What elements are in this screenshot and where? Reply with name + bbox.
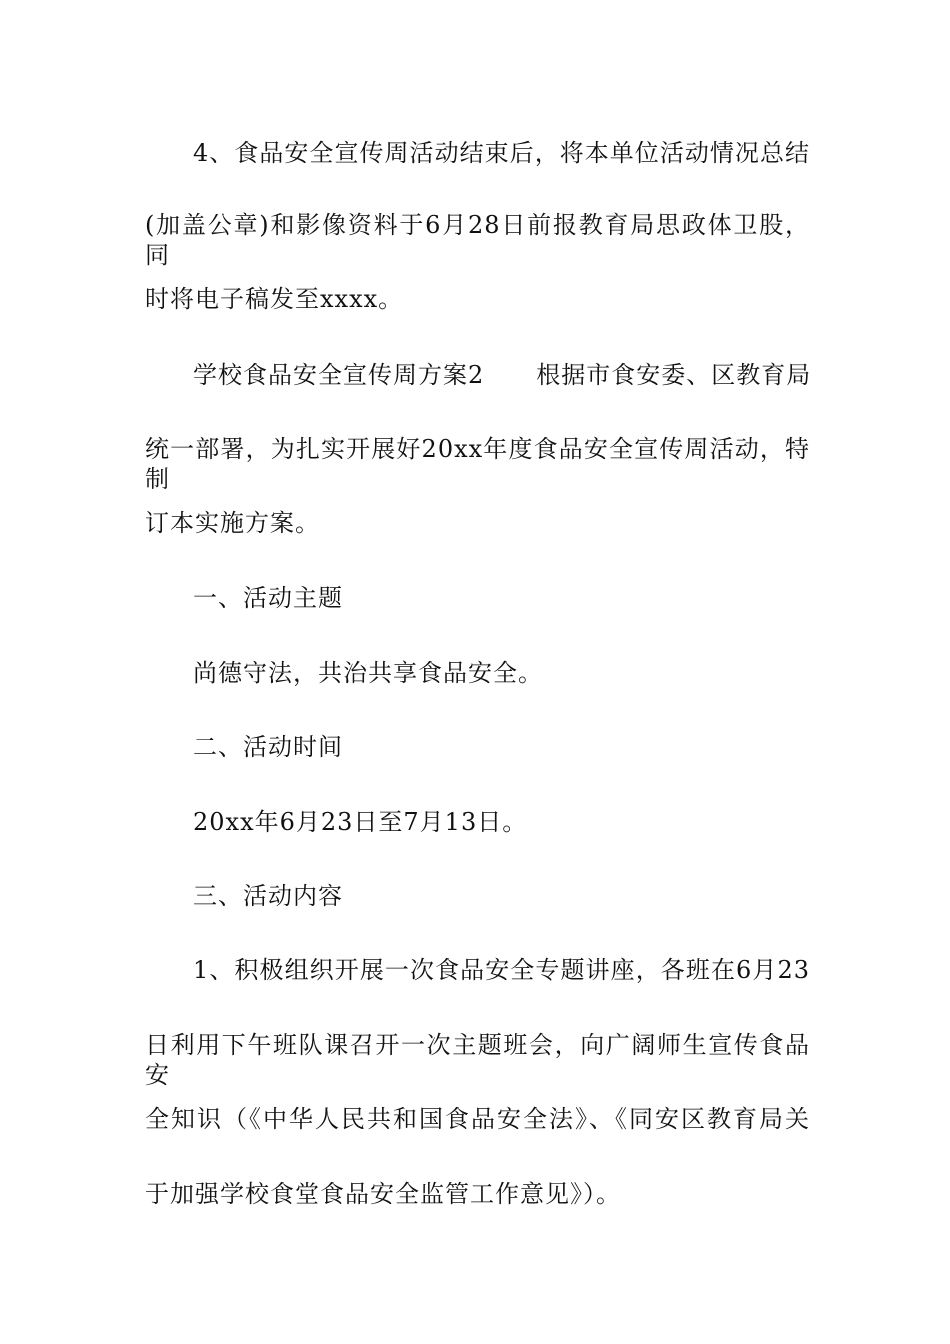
section-2-body: 20xx年6月23日至7月13日。 — [193, 808, 528, 836]
paragraph-1-line-1: 4、食品安全宣传周活动结束后，将本单位活动情况总结 — [193, 139, 810, 167]
section-3-item-1-line-2: 日利用下午班队课召开一次主题班会，向广阔师生宣传食品安 — [145, 1031, 810, 1089]
section-2-heading: 二、活动时间 — [193, 733, 343, 761]
paragraph-1-line-2: (加盖公章)和影像资料于6月28日前报教育局思政体卫股，同 — [145, 211, 810, 269]
paragraph-2-line-3: 订本实施方案。 — [145, 509, 320, 537]
section-1-heading: 一、活动主题 — [193, 584, 343, 612]
section-3-heading: 三、活动内容 — [193, 882, 343, 910]
paragraph-2-line-1 — [193, 360, 810, 390]
section-3-item-1-line-4: 于加强学校食堂食品安全监管工作意见》）。 — [145, 1180, 621, 1208]
paragraph-2-line-2: 统一部署，为扎实开展好20xx年度食品安全宣传周活动，特制 — [145, 435, 810, 493]
paragraph-1-line-3: 时将电子稿发至xxxx。 — [145, 285, 404, 313]
section-3-item-1-line-1: 1、积极组织开展一次食品安全专题讲座，各班在6月23 — [193, 956, 810, 984]
scheme-title: 学校食品安全宣传周方案2 — [193, 361, 485, 389]
paragraph-2-line-1-rest: 根据市食安委、区教育局 — [536, 361, 812, 389]
section-1-body: 尚德守法，共治共享食品安全。 — [193, 659, 543, 687]
section-3-item-1-line-3: 全知识（《中华人民共和国食品安全法》、《同安区教育局关 — [145, 1105, 810, 1133]
